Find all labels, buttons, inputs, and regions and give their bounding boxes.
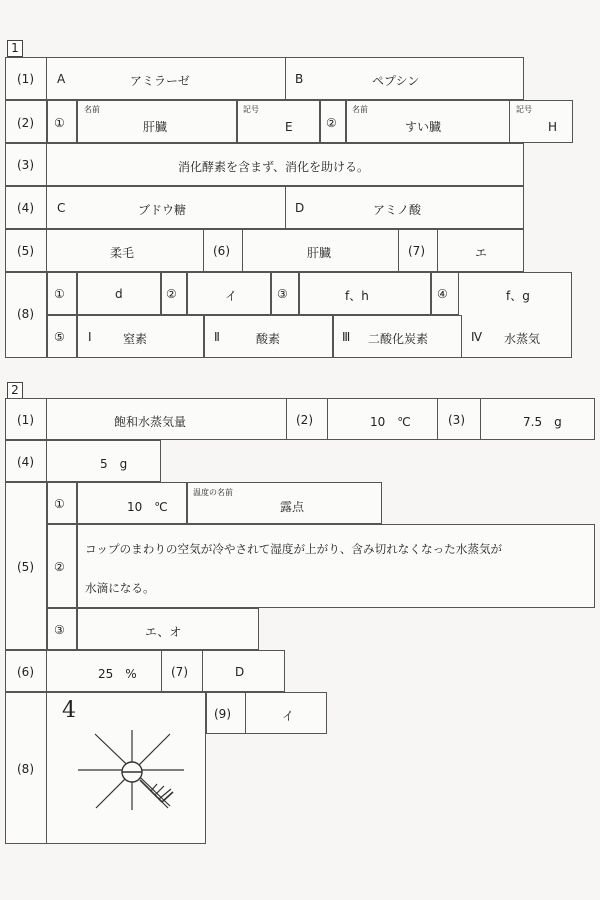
- answer-symbol-e: E: [285, 120, 293, 134]
- answer-dew-point: 露点: [280, 500, 305, 514]
- q5-row: [5, 229, 524, 272]
- answer-8-3: f、h: [345, 289, 369, 303]
- q8-label: (8): [17, 307, 34, 321]
- sub-number-2: ②: [166, 287, 177, 301]
- divider: [285, 57, 286, 100]
- answer-letter-c: C: [57, 201, 66, 215]
- sub-number-3: ③: [54, 623, 65, 637]
- section-2-number: 2: [7, 382, 23, 399]
- answer-letter-b: B: [295, 72, 304, 86]
- section-1-number: 1: [7, 40, 23, 57]
- answer-s2-q4: 5 g: [100, 457, 128, 471]
- s2-q2-label: (2): [296, 413, 313, 427]
- q1-row: [5, 57, 524, 100]
- sub-number-2: ②: [326, 116, 337, 130]
- s2-q4-label: (4): [17, 455, 34, 469]
- s2-q8-label: (8): [17, 762, 34, 776]
- q4-label: (4): [17, 201, 34, 215]
- roman-3: Ⅲ: [342, 330, 351, 344]
- answer-s2-q5-3: エ、オ: [145, 625, 182, 639]
- divider: [285, 186, 286, 229]
- answer-nitrogen: 窒素: [123, 332, 148, 346]
- answer-8-1: d: [115, 287, 123, 301]
- temp-name-caption: 温度の名前: [193, 488, 233, 497]
- answer-condensation-line2: 水滴になる。: [85, 581, 155, 595]
- answer-water-vapor: 水蒸気: [504, 332, 541, 346]
- sub-number-1: ①: [54, 497, 65, 511]
- q2-label: (2): [17, 116, 34, 130]
- q5-label: (5): [17, 244, 34, 258]
- sub-number-3: ③: [277, 287, 288, 301]
- answer-letter-a: A: [57, 72, 66, 86]
- q4-row: [5, 186, 524, 229]
- answer-amino-acid: アミノ酸: [373, 203, 422, 217]
- answer-s2-q6: 25 %: [98, 667, 137, 681]
- q7-label: (7): [408, 244, 425, 258]
- q6-label: (6): [213, 244, 230, 258]
- answer-s2-q3: 7.5 g: [523, 415, 562, 429]
- answer-s2-q5-1: 10 ℃: [127, 500, 168, 514]
- answer-8-2: イ: [225, 289, 238, 303]
- s2-q6-label: (6): [17, 665, 34, 679]
- s2-q1-label: (1): [17, 413, 34, 427]
- answer-pepsin: ペプシン: [372, 74, 420, 88]
- answer-8-4: f、g: [506, 289, 530, 303]
- symbol-caption: 記号: [243, 105, 259, 114]
- sub-number-4: ④: [437, 287, 448, 301]
- answer-carbon-dioxide: 二酸化炭素: [368, 332, 429, 346]
- roman-4: Ⅳ: [471, 330, 483, 344]
- weather-symbol-icon: [60, 720, 200, 830]
- s2-q7-label: (7): [171, 665, 188, 679]
- answer-s2-q2: 10 ℃: [370, 415, 411, 429]
- answer-condensation-line1: コップのまわりの空気が冷やされて湿度が上がり、含み切れなくなった水蒸気が: [85, 542, 503, 556]
- sub-number-1: ①: [54, 287, 65, 301]
- answer-amylase: アミラーゼ: [130, 74, 190, 88]
- s2-q3-label: (3): [448, 413, 465, 427]
- q3-label: (3): [17, 158, 34, 172]
- sub-cell: [77, 524, 595, 608]
- answer-liver: 肝臓: [143, 120, 168, 134]
- sub-number-1: ①: [54, 116, 65, 130]
- answer-villi: 柔毛: [110, 246, 135, 260]
- answer-oxygen: 酸素: [256, 332, 281, 346]
- answer-letter-d: D: [295, 201, 305, 215]
- answer-bile-text: 消化酵素を含まず、消化を助ける。: [178, 160, 370, 174]
- answer-symbol-h: H: [548, 120, 558, 134]
- wind-force-digit: 4: [62, 698, 76, 723]
- answer-liver-6: 肝臓: [307, 246, 332, 260]
- name-caption: 名前: [352, 105, 368, 114]
- roman-1: Ⅰ: [88, 330, 92, 344]
- answer-s2-q7: D: [235, 665, 245, 679]
- s2-q5-label: (5): [17, 560, 34, 574]
- sub-number-2: ②: [54, 560, 65, 574]
- sub-number-5: ⑤: [54, 330, 65, 344]
- roman-2: Ⅱ: [214, 330, 220, 344]
- name-caption: 名前: [84, 105, 100, 114]
- q1-label: (1): [17, 72, 34, 86]
- answer-s2-q9: イ: [282, 709, 295, 723]
- s2-q9-label: (9): [214, 707, 231, 721]
- answer-q7: エ: [475, 246, 488, 260]
- answer-saturation: 飽和水蒸気量: [114, 415, 187, 429]
- symbol-caption: 記号: [516, 105, 532, 114]
- answer-pancreas: すい臓: [405, 120, 442, 134]
- answer-glucose: ブドウ糖: [138, 203, 187, 217]
